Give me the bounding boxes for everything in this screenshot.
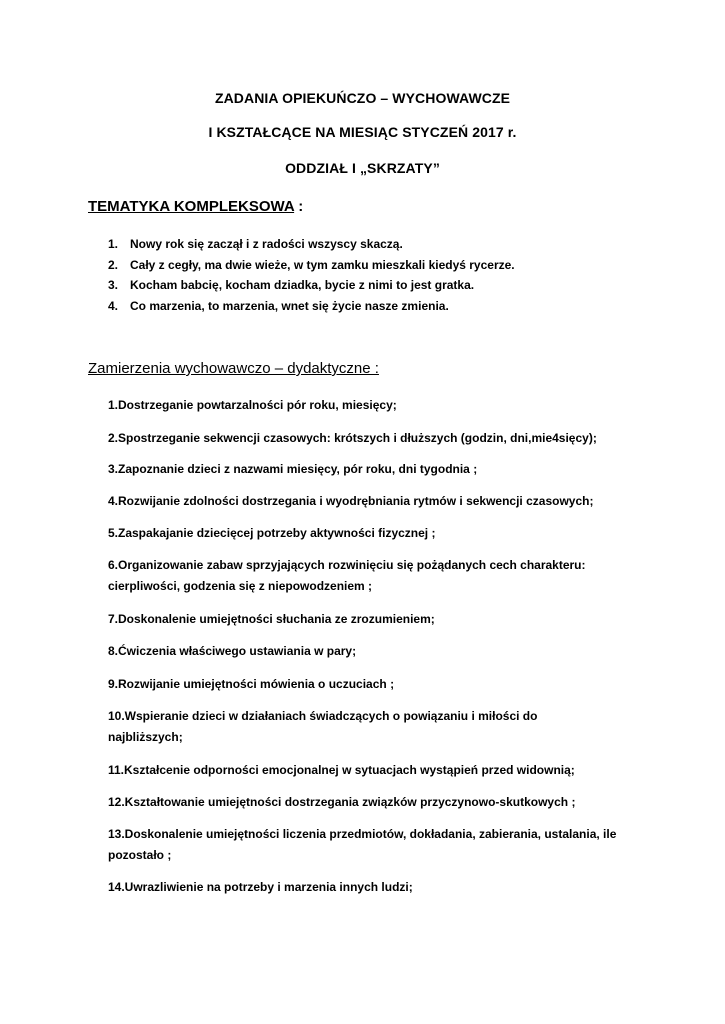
tematyka-heading-text: TEMATYKA KOMPLEKSOWA <box>88 198 295 215</box>
goal-item: 14.Uwrazliwienie na potrzeby i marzenia innych ludzi; <box>108 880 413 894</box>
goal-item: 4.Rozwijanie zdolności dostrzegania i wyodrębniania rytmów i sekwencji czasowych; <box>108 494 594 508</box>
list-item-text: Kocham babcię, kocham dziadka, bycie z nimi to jest gratka. <box>130 278 475 292</box>
list-item <box>108 234 515 255</box>
tematyka-heading-suffix: : <box>294 198 304 215</box>
goal-item: 2.Spostrzeganie sekwencji czasowych: krótszych i dłuższych (godzin, dni,mie4sięcy); <box>108 431 597 445</box>
goal-item: 11.Kształcenie odporności emocjonalnej w sytuacjach wystąpień przed widownią; <box>108 763 575 777</box>
goal-item: 9.Rozwijanie umiejętności mówienia o uczuciach ; <box>108 677 395 691</box>
list-item-text: Cały z cegły, ma dwie wieże, w tym zamku mieszkali kiedyś rycerze. <box>130 257 515 272</box>
list-item-text: Co marzenia, to marzenia, wnet się życie nasze zmienia. <box>130 298 449 313</box>
goal-item: 5.Zaspakajanie dziecięcej potrzeby aktywności fizycznej ; <box>108 526 436 540</box>
title-line-1: ZADANIA OPIEKUŃCZO – WYCHOWAWCZE <box>214 90 511 106</box>
goal-item: 8.Ćwiczenia właściwego ustawiania w pary; <box>108 644 357 658</box>
goal-item: 7.Doskonalenie umiejętności słuchania ze zrozumieniem; <box>108 612 435 626</box>
title-line-3: ODDZIAŁ I „SKRZATY” <box>285 160 440 176</box>
goal-item: 1.Dostrzeganie powtarzalności pór roku, miesięcy; <box>108 398 397 412</box>
list-item-text: Nowy rok się zaczął i z radości wszyscy skaczą. <box>130 237 403 251</box>
tematyka-heading <box>88 198 303 215</box>
list-item <box>108 255 515 276</box>
zamierzenia-heading-text: Zamierzenia wychowawczo – dydaktyczne : <box>88 360 379 377</box>
tematyka-list <box>108 234 515 316</box>
list-item <box>108 275 515 296</box>
title-line-2: I KSZTAŁCĄCE NA MIESIĄC STYCZEŃ 2017 r. <box>208 124 517 140</box>
list-item <box>108 296 515 317</box>
zamierzenia-heading <box>88 360 379 377</box>
list-item-number: 2. <box>108 257 119 272</box>
goal-item: 3.Zapoznanie dzieci z nazwami miesięcy, pór roku, dni tygodnia ; <box>108 462 478 476</box>
list-item-number: 3. <box>108 278 119 292</box>
goal-item: 13.Doskonalenie umiejętności liczenia przedmiotów, dokładania, zabierania, ustalania, ile pozostało ; <box>108 827 617 862</box>
list-item-number: 1. <box>108 237 119 251</box>
goal-item: 10.Wspieranie dzieci w działaniach świadczących o powiązaniu i miłości do najbliższych; <box>108 709 538 744</box>
goal-item: 12.Kształtowanie umiejętności dostrzegania związków przyczynowo-skutkowych ; <box>108 795 576 809</box>
list-item-number: 4. <box>108 298 119 313</box>
goal-item: 6.Organizowanie zabaw sprzyjających rozwinięciu się pożądanych cech charakteru: cierpliwości, godzenia się z niepowodzeniem ; <box>108 558 586 593</box>
